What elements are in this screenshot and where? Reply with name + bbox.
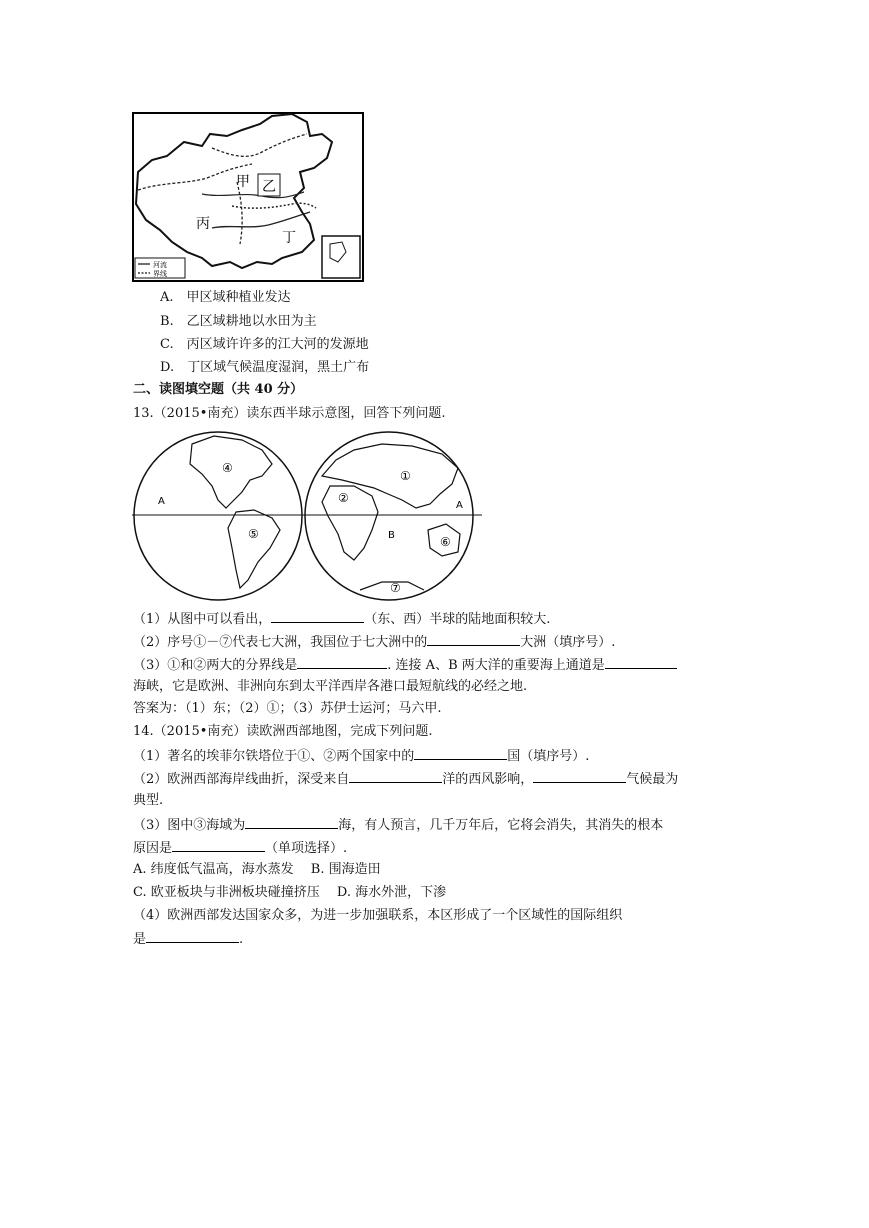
q14-options-cd: C. 欧亚板块与非洲板块碰撞挤压 D. 海水外泄，下渗 (133, 885, 447, 900)
label-6: ⑥ (440, 535, 451, 549)
q14-sub4-text-b: 是 (133, 932, 147, 947)
china-map (132, 112, 364, 282)
label-bing: 丙 (196, 216, 210, 232)
q13-sub3-text-b: . 连接 A、B 两大洋的重要海上通道是 (387, 658, 605, 673)
option-b: B. 乙区域耕地以水田为主 (160, 314, 317, 329)
answer-blank[interactable] (414, 746, 507, 760)
q14-sub4-text-c: . (239, 932, 244, 947)
q14-sub3 (133, 815, 663, 835)
option-c: C. 丙区域许许多的江大河的发源地 (160, 337, 369, 352)
label-ding: 丁 (282, 230, 296, 246)
q14-sub2-text-b: 洋的西风影响， (442, 772, 534, 787)
answer-blank[interactable] (533, 769, 626, 783)
q13-sub3-cont: 海峡，它是欧洲、非洲向东到太平洋西岸各港口最短航线的必经之地. (133, 679, 528, 694)
hemispheres-map (132, 430, 482, 602)
q14-sub2-cont: 典型. (133, 793, 164, 808)
q14-sub3-text-d: （单项选择）. (265, 841, 348, 856)
label-ocean-b: B (388, 530, 395, 541)
q14-sub2-text-a: （2）欧洲西部海岸线曲折，深受来自 (133, 772, 350, 787)
legend-river: 河流 (153, 261, 167, 269)
q14-sub2-text-c: 气候最为 (626, 772, 679, 787)
q14-sub1-text-b: 国（填序号）. (507, 749, 590, 764)
answer-blank[interactable] (146, 929, 239, 943)
q14-stem: 14.（2015•南充）读欧洲西部地图，完成下列问题. (133, 724, 433, 739)
label-jia: 甲 (236, 174, 250, 190)
q13-sub3 (133, 655, 677, 675)
label-7: ⑦ (390, 581, 401, 595)
q13-sub2-text-b: 大洲（填序号）. (520, 635, 616, 650)
q14-sub2 (133, 769, 678, 789)
q13-sub2-text-a: （2）序号①－⑦代表七大洲，我国位于七大洲中的 (133, 635, 428, 650)
label-4: ④ (222, 461, 233, 475)
section-title: 二、读图填空题（共 40 分） (133, 382, 304, 397)
answer-blank[interactable] (605, 655, 677, 669)
q13-sub1 (133, 609, 550, 629)
answer-blank[interactable] (349, 769, 442, 783)
answer-blank[interactable] (427, 632, 520, 646)
label-5: ⑤ (248, 527, 259, 541)
legend-boundary: 界线 (153, 270, 167, 278)
q14-sub3-text-c: 原因是 (133, 841, 173, 856)
answer-blank[interactable] (245, 815, 338, 829)
label-yi: 乙 (262, 179, 276, 195)
q13-sub1-text-a: （1）从图中可以看出， (133, 612, 272, 627)
option-d: D. 丁区域气候温度湿润，黑土广布 (160, 360, 370, 375)
q13-sub1-text-b: （东、西）半球的陆地面积较大. (364, 612, 551, 627)
q13-answer: 答案为：（1）东；（2）①；（3）苏伊士运河；马六甲. (133, 701, 442, 716)
label-1: ① (400, 469, 411, 483)
q14-options-ab: A. 纬度低气温高，海水蒸发 B. 围海造田 (133, 862, 381, 877)
label-2: ② (338, 491, 349, 505)
answer-blank[interactable] (271, 609, 364, 623)
answer-blank[interactable] (297, 655, 387, 669)
q14-sub4: （4）欧洲西部发达国家众多，为进一步加强联系，本区形成了一个区域性的国际组织 (133, 908, 623, 923)
q13-stem: 13.（2015•南充）读东西半球示意图，回答下列问题. (133, 406, 446, 421)
q14-sub1 (133, 746, 589, 766)
q13-sub3-text-a: （3）①和②两大的分界线是 (133, 658, 298, 673)
q14-sub4-cont (133, 929, 243, 949)
q14-sub3-cont (133, 838, 347, 858)
label-ocean-a-west: A (158, 496, 165, 507)
option-a: A. 甲区域种植业发达 (160, 290, 291, 305)
answer-blank[interactable] (172, 838, 265, 852)
label-ocean-a-east: A (456, 500, 463, 511)
q14-sub3-text-b: 海，有人预言，几千万年后，它将会消失，其消失的根本 (338, 818, 664, 833)
q14-sub3-text-a: （3）图中③海域为 (133, 818, 246, 833)
q13-sub2 (133, 632, 615, 652)
q14-sub1-text-a: （1）著名的埃菲尔铁塔位于①、②两个国家中的 (133, 749, 415, 764)
